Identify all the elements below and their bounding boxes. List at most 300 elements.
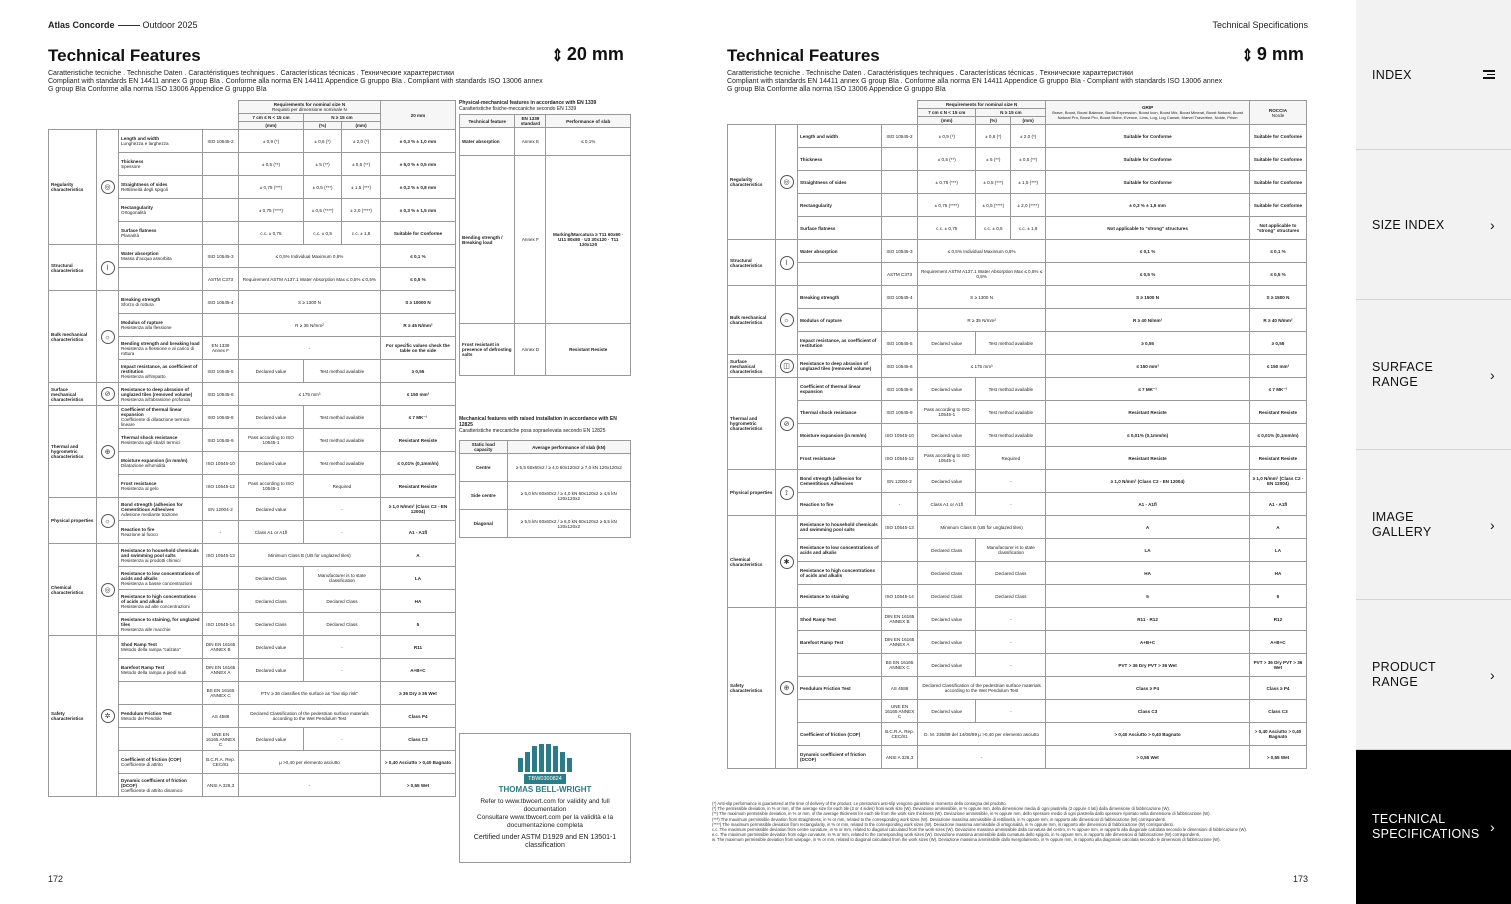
value-v: S ≥ 10000 N xyxy=(380,291,455,314)
requirement-a: Declared value xyxy=(239,636,304,659)
requirement-a: ± 0,5 (**) xyxy=(239,153,304,176)
feature-name: Resistance to deep abrasion of unglazed tiles (removed volume) Resistenza all'abrasione profonda xyxy=(119,383,203,406)
feature-symbol-icon: ✲ xyxy=(101,709,115,723)
value-g: ≤ 0,1 % xyxy=(1046,240,1250,263)
value-r: Suitable for Conforme xyxy=(1249,125,1306,148)
feature-name: Rectangularity Ortogonalità xyxy=(119,199,203,222)
spec-row xyxy=(728,263,1307,286)
value-r: Class ≥ P4 xyxy=(1249,677,1306,700)
standard: ANSI A 326,3 xyxy=(203,774,239,797)
chevron-right-icon: › xyxy=(1490,366,1495,383)
requirement-a: Declared value xyxy=(918,332,976,355)
feature-name: Modulus of rupture xyxy=(798,309,882,332)
value-r: Resistant Resiste xyxy=(1249,447,1306,470)
value-r: Class C3 xyxy=(1249,700,1306,723)
requirement-b: c.c. ± 0,5 xyxy=(303,222,341,245)
value-r: ≤ 0,1 % xyxy=(1249,240,1306,263)
group-icon-cell xyxy=(97,383,119,406)
value-g: ≥ 0,55 xyxy=(1046,332,1250,355)
standard xyxy=(882,194,918,217)
feature-name: Water absorption xyxy=(798,240,882,263)
requirement-b: Declared Class xyxy=(976,562,1046,585)
requirement-b: Manufacturer is to state classification xyxy=(976,539,1046,562)
value-r: PVT > 36 Dry PVT > 36 Wet xyxy=(1249,654,1306,677)
standard: ISO 10545-13 xyxy=(882,516,918,539)
value-r: A+B+C xyxy=(1249,631,1306,654)
value-r: > 0,40 Asciutto > 0,40 Bagnato xyxy=(1249,723,1306,746)
spec-row xyxy=(728,378,1307,401)
standard: AS 4586 xyxy=(882,677,918,700)
requirement-a: Declared Class xyxy=(918,539,976,562)
value-g: Suitable for Conforme xyxy=(1046,125,1250,148)
group-label: Structural characteristics xyxy=(728,240,776,286)
standard: - xyxy=(882,493,918,516)
value-v: 5 xyxy=(380,613,455,636)
value-v: A xyxy=(380,544,455,567)
footnote: c.c. The maximum permissible deviation from centre curvature, in % or mm, related to diagonal calculated from the work sizes (W). Deviazione massima ammissibile dalla curvatura del centro, in % oppure mm, in rapporto alla diagonale calcolata secondo le dimensioni di fabbricazione (W). xyxy=(712,827,1247,833)
tbw-logo xyxy=(464,744,626,772)
requirement-a: S ≥ 1300 N xyxy=(918,286,1046,309)
en1339-caption: Physical-mechanical features in accordance with EN 1339 Caratteristiche fisiche-meccaniche secondo EN 1339 xyxy=(459,100,597,112)
feature-name: Surface flatness xyxy=(798,217,882,240)
feature-name: Coefficient of thermal linear expansion xyxy=(798,378,882,401)
value-g: LA xyxy=(1046,539,1250,562)
value-g: > 0,40 Asciutto > 0,40 Bagnato xyxy=(1046,723,1250,746)
requirement-a: Pass according to ISO 10545-1 xyxy=(239,429,304,452)
standard xyxy=(882,309,918,332)
value-v: ≤ 0,01% (0,1mm/m) xyxy=(380,452,455,475)
value-r: ≤ 0,01% (0,1mm/m) xyxy=(1249,424,1306,447)
value-g: Not applicable to "strong" structures xyxy=(1046,217,1250,240)
feature-name xyxy=(119,682,203,705)
requirement-b: - xyxy=(976,493,1046,516)
requirement-c: ± 1,5 (***) xyxy=(342,176,381,199)
feature-name: Thickness Spessore xyxy=(119,153,203,176)
footnote: (***) The maximum permissible deviation from straightness, in % or mm, related to the corresponding work sizes (W). Deviazione massima ammissibile di rettilineità, in % oppure mm, in rapporto alle dimensioni di fabbricazione (W) corrispondenti. xyxy=(712,816,1166,822)
standard: ISO 10545-12 xyxy=(882,447,918,470)
spec-row xyxy=(728,171,1307,194)
requirement-b: Declared Class xyxy=(303,590,380,613)
standard: DIN EN 16165 ANNEX A xyxy=(882,631,918,654)
value-r: Suitable for Conforme xyxy=(1249,171,1306,194)
feature-name: Resistance to low concentrations of acids and alkalis xyxy=(798,539,882,562)
value-v: ± 0,2 % ± 0,8 mm xyxy=(380,176,455,199)
value-v: HA xyxy=(380,590,455,613)
value-g: ± 0,3 % ± 1,5 mm xyxy=(1046,194,1250,217)
value-v: Resistant Resiste xyxy=(380,429,455,452)
value-v: LA xyxy=(380,567,455,590)
requirement-b: ± 5 (**) xyxy=(303,153,341,176)
value-v: A1 - A1fl xyxy=(380,521,455,544)
standard: AS 4586 xyxy=(203,705,239,728)
value-r: A xyxy=(1249,516,1306,539)
value-v: A+B+C xyxy=(380,659,455,682)
standard: BS EN 16165 ANNEX C xyxy=(882,654,918,677)
feature-name: Impact resistance, as coefficient of restitution xyxy=(798,332,882,355)
feature-name: Resistance to household chemicals and swimming pool salts xyxy=(798,516,882,539)
feature-name: Moisture expansion (in mm/m) Dilatazione all'umidità xyxy=(119,452,203,475)
value-g: Suitable for Conforme xyxy=(1046,171,1250,194)
value-g: ≤ 0,01% (0,1mm/m) xyxy=(1046,424,1250,447)
feature-name xyxy=(119,268,203,291)
cert-line-3: Certified under ASTM D1929 and EN 13501-1 classification xyxy=(473,834,617,849)
spec-row xyxy=(728,493,1307,516)
requirement-a: ± 0,75 (***) xyxy=(239,176,304,199)
requirement-b: Test method available xyxy=(303,452,380,475)
value-r: R12 xyxy=(1249,608,1306,631)
requirement-c: ± 1,5 (***) xyxy=(1011,171,1046,194)
spec-row xyxy=(49,291,456,314)
nav-item-technical-specifications[interactable] xyxy=(1356,750,1511,904)
requirement-a: c.c. ± 0,75 xyxy=(239,222,304,245)
requirement-a: Declared value xyxy=(918,608,976,631)
feature-name: Dynamic coefficient of friction (DCOF) xyxy=(798,746,882,769)
requirement-a: Declared Class xyxy=(918,585,976,608)
group-icon-cell xyxy=(97,498,119,544)
requirement-a: - xyxy=(239,774,381,797)
footnote: (*) Anti-slip performance is guaranteed at the time of delivery of the product. Le prestazioni anti-slip vengono garantite al momento della consegna del prodotto. xyxy=(712,801,1007,806)
feature-name: Thermal shock resistance Resistenza agli sbalzi termici xyxy=(119,429,203,452)
value-v: R11 xyxy=(380,636,455,659)
nav-item-image-gallery[interactable] xyxy=(1356,450,1511,600)
group-label: Safety characteristics xyxy=(49,636,97,797)
feature-symbol-icon: ⟟ xyxy=(780,486,794,500)
group-label: Regularity characteristics xyxy=(728,125,776,240)
cert-line-2: Consultare www.tbwcert.com per la validità e la documentazione completa xyxy=(476,814,614,829)
value-g: ≤ 150 mm³ xyxy=(1046,355,1250,378)
feature-name: Water absorption Massa d'acqua assorbita xyxy=(119,245,203,268)
group-icon-cell xyxy=(97,291,119,383)
requirement-a: ≤ 175 mm³ xyxy=(918,355,1046,378)
chevron-right-icon: › xyxy=(1490,216,1495,233)
tbw-name: THOMAS BELL-WRIGHT xyxy=(498,785,592,794)
feature-name: Resistance to high concentrations of acids and alkalis xyxy=(798,562,882,585)
value-v: Suitable for Conforme xyxy=(380,222,455,245)
feature-symbol-icon: ⌇ xyxy=(101,261,115,275)
standard xyxy=(882,171,918,194)
requirement-c: ± 2,0 (****) xyxy=(1011,194,1046,217)
standard: ISO 10545-10 xyxy=(203,452,239,475)
requirement-c: ± 2,0 (*) xyxy=(342,130,381,153)
requirement-a: Declared value xyxy=(239,406,304,429)
value-v: Class P4 xyxy=(380,705,455,728)
standard xyxy=(203,567,239,590)
group-icon-cell xyxy=(776,608,798,769)
value-v: ≤ 7 MK⁻¹ xyxy=(380,406,455,429)
feature-name: Coefficient of friction (COF) Coefficiente di attrito xyxy=(119,751,203,774)
group-icon-cell xyxy=(776,125,798,240)
spec-row xyxy=(728,585,1307,608)
requirement-c: ± 2,0 (****) xyxy=(342,199,381,222)
requirement-a: Declared value xyxy=(918,631,976,654)
value-v: R ≥ 45 N/mm² xyxy=(380,314,455,337)
group-icon-cell xyxy=(97,544,119,636)
requirement-a: Declared Classification of the pedestrian surface materials according to the Wet Pendulum Test xyxy=(239,705,381,728)
feature-name: Rectangularity xyxy=(798,194,882,217)
tbw-badge: TBW0300824 xyxy=(524,774,566,784)
group-label: Bulk mechanical characteristics xyxy=(49,291,97,383)
requirement-a: - xyxy=(918,746,1046,769)
standard: ASTM C373 xyxy=(203,268,239,291)
standard: EN 12004-2 xyxy=(203,498,239,521)
spec-row xyxy=(728,631,1307,654)
requirement-a: ≤ 0,5% Individual Maximum 0,6% xyxy=(918,240,1046,263)
requirement-a: Pass according to ISO 10545-1 xyxy=(918,447,976,470)
standard: ASTM C373 xyxy=(882,263,918,286)
requirement-b: - xyxy=(976,631,1046,654)
page-number-left: 172 xyxy=(48,874,64,884)
group-label: Chemical characteristics xyxy=(728,516,776,608)
requirement-a: Declared value xyxy=(239,659,304,682)
requirement-a: Declared value xyxy=(918,654,976,677)
requirement-a: Declared Classification of the pedestrian surface materials according to the Wet Pendulum Test xyxy=(918,677,1046,700)
requirement-b: - xyxy=(976,700,1046,723)
requirement-b: Test method available xyxy=(303,360,380,383)
feature-name xyxy=(798,654,882,677)
requirement-a: Declared value xyxy=(239,728,304,751)
standard xyxy=(203,153,239,176)
feature-symbol-icon: ☼ xyxy=(101,514,115,528)
spec-row xyxy=(728,677,1307,700)
footnote: e.c. The maximum permissible deviation from edge curvature, in % or mm, related to the corresponding work sizes (W). Deviazione massima ammissibile dalla curvatura dello spigolo, in % oppure mm, in rapporto alle dimensioni di fabbricazione (W) corrispondenti. xyxy=(712,832,1200,838)
standard: UNE EN 16165 ANNEX C xyxy=(203,728,239,751)
group-label: Surface mechanical characteristics xyxy=(728,355,776,378)
value-r: A1 - A1fl xyxy=(1249,493,1306,516)
requirement-a: Requirement ASTM A137.1 Water Absorption Max ≤ 0,5% ≤ 0,5% xyxy=(239,268,381,291)
requirement-b: ± 0,5 (***) xyxy=(303,176,341,199)
feature-name: Thermal shock resistance xyxy=(798,401,882,424)
thickness-label-right: ⇕ 9 mm xyxy=(1242,44,1304,66)
requirement-b: ± 0,6 (*) xyxy=(303,130,341,153)
feature-symbol-icon: ◎ xyxy=(101,583,115,597)
group-icon-cell xyxy=(97,245,119,291)
standard: ISO 10545-14 xyxy=(882,585,918,608)
requirement-c: c.c. ± 1,8 xyxy=(1011,217,1046,240)
value-v: Resistant Resiste xyxy=(380,475,455,498)
requirement-b: Required xyxy=(303,475,380,498)
footnote: (**) The maximum permissible deviation, in % or mm, of the average thickness for each tile from the work size thickness (W). Deviazione ammissibile, in % oppure mm, dello spessore medio di ogni piastrella dallo spessore riportato nella dimensione di fabbricazione (W). xyxy=(712,811,1211,817)
value-g: A xyxy=(1046,516,1250,539)
group-icon-cell xyxy=(97,130,119,245)
nav-item-label: IMAGE GALLERY xyxy=(1372,509,1432,539)
page-title: Technical Features xyxy=(48,46,201,65)
feature-name: Pendulum Friction Test Metodo del Pendolo xyxy=(119,705,203,728)
requirement-a: ± 0,9 (*) xyxy=(918,125,976,148)
feature-symbol-icon: ◫ xyxy=(780,359,794,373)
feature-symbol-icon: ⊕ xyxy=(780,681,794,695)
group-icon-cell xyxy=(776,240,798,286)
group-label: Bulk mechanical characteristics xyxy=(728,286,776,355)
standard: BS EN 16165 ANNEX C xyxy=(203,682,239,705)
standard: B.C.R.A. Rep. CEC/81 xyxy=(882,723,918,746)
feature-name: Length and width xyxy=(798,125,882,148)
value-g: S ≥ 1500 N xyxy=(1046,286,1250,309)
value-r: S ≥ 1500 N xyxy=(1249,286,1306,309)
value-r: ≤ 0,5 % xyxy=(1249,263,1306,286)
requirement-a: S ≥ 1300 N xyxy=(239,291,381,314)
right-page xyxy=(680,0,1356,904)
feature-name: Bond strength (adhesion for Cementitious Adhesives Adesione mediante trazione xyxy=(119,498,203,521)
requirement-a: Minimum Class B (UB for unglazed tiles) xyxy=(239,544,381,567)
standard xyxy=(203,176,239,199)
footnote: (****) The maximum permissible deviation from rectangularity, in % or mm, related to the corresponding work sizes (W). Deviazione massima ammissibile di ortogonalità, in % oppure mm, in rapporto alle dimensioni di fabbricazione (W) corrispondenti. xyxy=(712,821,1174,827)
thickness-arrows-icon: ⇕ xyxy=(552,45,563,66)
requirement-a: Pass according to ISO 10545-1 xyxy=(918,401,976,424)
requirement-a: Declared Class xyxy=(239,613,304,636)
nav-item-size-index[interactable] xyxy=(1356,150,1511,300)
standard: ANSI A 326,3 xyxy=(882,746,918,769)
requirement-b: ± 5 (**) xyxy=(976,148,1011,171)
feature-name: Breaking strength Sforzo di rottura xyxy=(119,291,203,314)
standard xyxy=(203,199,239,222)
grip-header: GRIP Brave, Boost, Boost Balance, Boost Expression, Boost Icon, Boost Mix, Boost Mineral, Boost Natural, Boost Natural Pro, Boost Pro, Boost Stone, Evence, Lims, Log, Log Cansei, Marvel Travertine, Nolde, Prism xyxy=(1046,101,1250,125)
standard xyxy=(882,217,918,240)
value-r: ≥ 1,0 N/mm² (Class C2 - EN 12004) xyxy=(1249,470,1306,493)
feature-name: Shod Ramp Test Metodo della rampa "calzato" xyxy=(119,636,203,659)
requirement-b: - xyxy=(976,608,1046,631)
spec-row xyxy=(49,636,456,659)
value-v: Class C3 xyxy=(380,728,455,751)
spec-row xyxy=(728,470,1307,493)
feature-name: Coefficient of friction (COF) xyxy=(798,723,882,746)
feature-name: Straightness of sides Rettilineità degli spigoli xyxy=(119,176,203,199)
spec-row xyxy=(728,654,1307,677)
group-label: Structural characteristics xyxy=(49,245,97,291)
requirement-a: Declared Class xyxy=(239,590,304,613)
spec-row xyxy=(728,608,1307,631)
requirement-a: μ >0,40 per elemento asciutto xyxy=(239,751,381,774)
standard: ISO 10545-13 xyxy=(203,544,239,567)
spec-row xyxy=(728,562,1307,585)
requirement-a: ≤ 175 mm³ xyxy=(239,383,381,406)
left-page xyxy=(0,0,660,904)
feature-symbol-icon: ⊘ xyxy=(780,417,794,431)
standard xyxy=(203,590,239,613)
requirement-b: Test method available xyxy=(976,424,1046,447)
thickness-label: ⇕ 20 mm xyxy=(552,44,624,66)
feature-name: Resistance to high concentrations of acids and alkalis Resistenza ad alte concentrazioni xyxy=(119,590,203,613)
standard xyxy=(203,222,239,245)
tbw-certification-box xyxy=(459,733,631,863)
nav-item-product-range[interactable] xyxy=(1356,600,1511,750)
spec-row xyxy=(49,406,456,429)
group-label: Safety characteristics xyxy=(728,608,776,769)
standard xyxy=(882,562,918,585)
requirement-a: Class A1 or A1fl xyxy=(239,521,304,544)
standard xyxy=(203,314,239,337)
value-v: > 0,55 Wet xyxy=(380,774,455,797)
requirement-a: ≤ 0,5% Individual Maximum 0,6% xyxy=(239,245,381,268)
spec-row xyxy=(728,194,1307,217)
requirement-b: - xyxy=(303,498,380,521)
standard: ISO 10545-2 xyxy=(203,130,239,153)
feature-name: Resistance to staining, for unglazed tiles Resistenza alle macchie xyxy=(119,613,203,636)
requirement-b: - xyxy=(303,728,380,751)
requirement-a: Pass according to ISO 10545-1 xyxy=(239,475,304,498)
chevron-right-icon: › xyxy=(1490,819,1495,835)
value-r: LA xyxy=(1249,539,1306,562)
value-v: ≥ 0,55 xyxy=(380,360,455,383)
page-number-right: 173 xyxy=(1292,874,1308,884)
value-r: R ≥ 40 N/mm² xyxy=(1249,309,1306,332)
standard: EN 1339 Annex F xyxy=(203,337,239,360)
feature-name: Barefoot Ramp Test Metodo della rampa a piedi nudi xyxy=(119,659,203,682)
requirement-b: Manufacturer is to state classification xyxy=(303,567,380,590)
spec-row xyxy=(49,498,456,521)
value-g: ≤ 0,5 % xyxy=(1046,263,1250,286)
value-r: Not applicable to "strong" structures xyxy=(1249,217,1306,240)
standard: ISO 10545-10 xyxy=(882,424,918,447)
feature-symbol-icon: ✱ xyxy=(780,555,794,569)
en12825-caption: Mechanical features with raised installation in accordance with EN 12825 Caratteristiche meccaniche posa sopraelevata secondo EN 12825 xyxy=(459,416,617,434)
requirement-a: Requirement ASTM A137.1 Water Absorption Max ≤ 0,5% ≤ 0,5% xyxy=(918,263,1046,286)
spec-row xyxy=(728,217,1307,240)
footnote: (*) The permissible deviation, in % or mm, of the average size for each tile (2 or 4 sides) from work size (W). Deviazione ammissibile, in % oppure mm, della dimensione media di ogni piastrella (2 oppure 4 lati) dalla dimensione di fabbricazione (W). xyxy=(712,806,1170,812)
feature-name: Straightness of sides xyxy=(798,171,882,194)
standard: ISO 10545-6 xyxy=(203,383,239,406)
group-icon-cell xyxy=(776,470,798,516)
menu-icon xyxy=(1483,68,1495,81)
requirement-b: ± 0,6 (*) xyxy=(976,125,1011,148)
standard xyxy=(882,539,918,562)
feature-symbol-icon: ⊘ xyxy=(101,387,115,401)
standard: EN 12004-2 xyxy=(882,470,918,493)
brand-name: Atlas Concorde xyxy=(48,20,115,30)
requirement-b: c.c. ± 0,5 xyxy=(976,217,1011,240)
spec-row xyxy=(728,332,1307,355)
requirement-a: ± 0,75 (****) xyxy=(239,199,304,222)
value-r: Resistant Resiste xyxy=(1249,401,1306,424)
requirement-c: c.c. ± 1,8 xyxy=(342,222,381,245)
value-g: A1 - A1fl xyxy=(1046,493,1250,516)
spec-row xyxy=(728,447,1307,470)
requirement-a: Class A1 or A1fl xyxy=(918,493,976,516)
feature-name: Reaction to fire xyxy=(798,493,882,516)
feature-name: Reaction to fire Reazione al fuoco xyxy=(119,521,203,544)
requirement-c: ± 0,5 (**) xyxy=(342,153,381,176)
spec-row xyxy=(728,309,1307,332)
nav-item-index[interactable] xyxy=(1356,0,1511,150)
group-icon-cell xyxy=(97,636,119,797)
group-icon-cell xyxy=(776,286,798,355)
standard: - xyxy=(203,521,239,544)
nav-item-surface-range[interactable] xyxy=(1356,300,1511,450)
feature-name: Coefficient of thermal linear expansion Coefficiente di dilatazione termica lineare xyxy=(119,406,203,429)
standard: ISO 10545-9 xyxy=(203,429,239,452)
value-v: For specific values check the table on the side xyxy=(380,337,455,360)
requirement-a: PTV ≥ 36 classifies the surface as "low slip risk" xyxy=(239,682,381,705)
standard: ISO 10545-8 xyxy=(882,378,918,401)
requirement-a: R ≥ 35 N/mm² xyxy=(239,314,381,337)
value-v: ± 0,3 % ± 1,5 mm xyxy=(380,199,455,222)
spec-row xyxy=(728,700,1307,723)
nav-item-label: INDEX xyxy=(1372,67,1412,82)
value-v: ≥ 36 Dry ≥ 36 Wet xyxy=(380,682,455,705)
feature-name: Frost resistance Resistenza al gelo xyxy=(119,475,203,498)
feature-name: Surface flatness Planarità xyxy=(119,222,203,245)
standard: UNE EN 16165 ANNEX C xyxy=(882,700,918,723)
value-r: > 0,55 Wet xyxy=(1249,746,1306,769)
requirement-a: Declared value xyxy=(239,498,304,521)
value-v: > 0,40 Asciutto > 0,40 Bagnato xyxy=(380,751,455,774)
requirement-a: Declared Class xyxy=(918,562,976,585)
standard: ISO 10545-14 xyxy=(203,613,239,636)
requirement-a: ± 0,9 (*) xyxy=(239,130,304,153)
en12825-table: Static load capacity Average performance of slab (kN) Centre ≥ 5,5 60x60x2 / ≥ 4,0 60x120x2 ≥ 7,0 kN 120x120x2 Side centre ≥ 5,0 kN 60x60x2 / ≥ 4,0 kN 60x120x2 ≥ 4,5 kN 120x120x2 Diagonal ≥ 5,5 kN 60x60x2 / ≥ 6,0 kN 60x120x2 ≥ 5,5 kN 120x120x2 xyxy=(459,440,631,538)
value-g: A+B+C xyxy=(1046,631,1250,654)
spec-row xyxy=(728,401,1307,424)
standard: ISO 10545-8 xyxy=(203,406,239,429)
